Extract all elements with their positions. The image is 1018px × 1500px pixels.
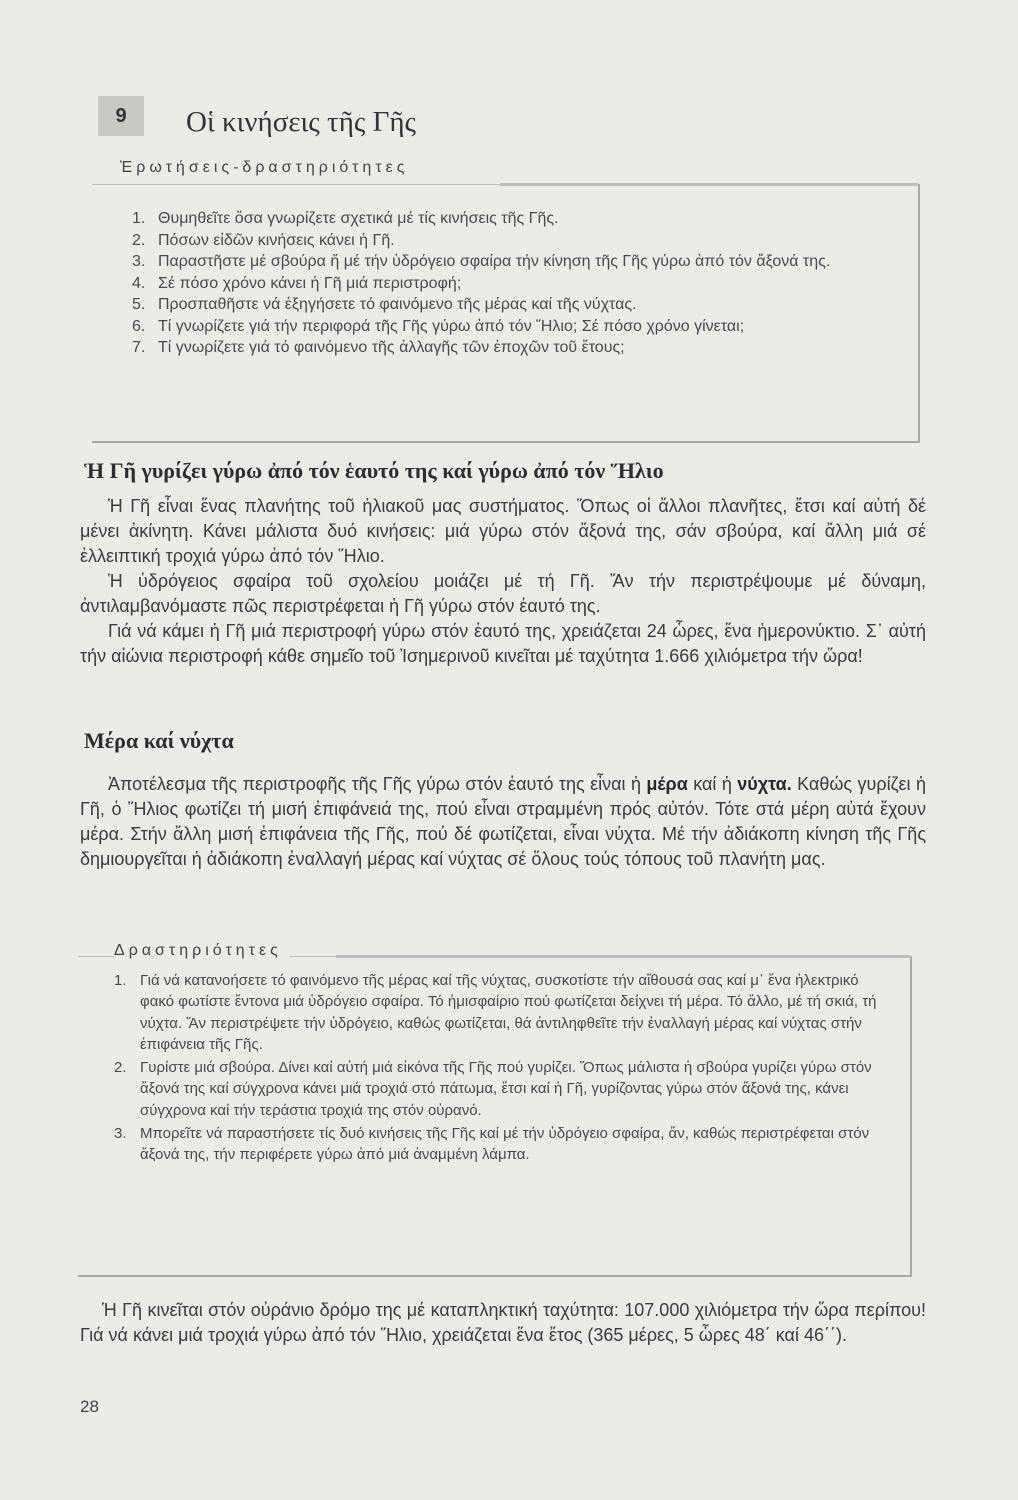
paragraph: Γιά νά κάμει ἡ Γῆ μιά περιστροφή γύρω στόν ἑαυτό της, χρειάζεται 24 ὧρες, ἕνα ἡμερονύκτιο. Σ᾽ αὐτή τήν αἰώνια περιστροφή κάθε σημεῖο τοῦ Ἰσημερινοῦ κινεῖται μέ ταχύτητα 1.666 χιλιόμετρα τήν ὥρα! xyxy=(80,621,926,666)
paragraph: Ἡ ὑδρόγειος σφαίρα τοῦ σχολείου μοιάζει μέ τή Γῆ. Ἄν τήν περιστρέψουμε μέ δύναμη, ἀντιλαμβανόμαστε πῶς περιστρέφεται ἡ Γῆ γύρω στόν ἑαυτό της. xyxy=(80,571,926,616)
section-title-day-night: Μέρα καί νύχτα xyxy=(84,728,234,753)
chapter-title: Οἱ κινήσεις τῆς Γῆς xyxy=(186,106,417,138)
activity-item xyxy=(114,1123,886,1166)
activity-number: 1. xyxy=(114,972,127,989)
text-run: Ἀποτέλεσμα τῆς περιστροφῆς τῆς Γῆς γύρω στόν ἑαυτό της εἶναι ἡ xyxy=(108,774,647,794)
paragraph: Ἡ Γῆ κινεῖται στόν οὐράνιο δρόμο της μέ καταπληκτική ταχύτητα: 107.000 χιλιόμετρα τήν ὥρα περίπου! Γιά νά κάνει μιά τροχιά γύρω ἀπό τόν Ἥλιο, χρειάζεται ἕνα ἔτος (365 μέρες, 5 ὧρες 48΄ καί 46΄΄). xyxy=(80,1300,926,1345)
activity-text: Γυρίστε μιά σβούρα. Δίνει καί αὐτή μιά εἰκόνα τῆς Γῆς πού γυρίζει. Ὅπως μάλιστα ἡ σβούρα γυρίζει γύρω στόν ἄξονά της καί σύγχρονα κάνει μιά τροχιά στό πάτωμα, ἔτσι καί ἡ Γῆ, γυρίζοντας γύρω στόν ἄξονά της, κάνει σύγχρονα καί τήν τεράστια τροχιά της στόν οὐρανό. xyxy=(140,1059,872,1119)
bold-term-night: νύχτα. xyxy=(737,774,792,794)
question-item xyxy=(132,208,902,230)
question-number: 1. xyxy=(132,210,146,227)
section2-body xyxy=(80,772,926,872)
section1-body xyxy=(80,494,926,669)
question-number: 6. xyxy=(132,317,146,335)
text-run: Καθώς γυρίζει ἡ Γῆ, ὁ Ἥλιος φωτίζει τή μισή ἐπιφάνειά της, πού εἶναι στραμμένη πρός αὐτόν. Τότε στά μέρη αὐτά ἔχουν μέρα. Στήν ἄλλη μισή ἐπιφάνεια τῆς Γῆς, πού δέ φωτίζεται, εἶναι νύχτα. Μέ τήν ἀδιάκοπη κίνηση τῆς Γῆς δημιουργεῖται ἡ ἀδιάκοπη ἐναλλαγή μέρας καί νύχτας σέ ὅλους τούς τόπους τοῦ πλανήτη μας. xyxy=(80,774,926,869)
question-item xyxy=(132,273,902,295)
question-text: Θυμηθεῖτε ὅσα γνωρίζετε σχετικά μέ τίς κινήσεις τῆς Γῆς. xyxy=(158,210,559,227)
question-item xyxy=(132,251,902,273)
paragraph xyxy=(80,772,926,872)
activities-list xyxy=(114,970,886,1168)
question-text: Σέ πόσο χρόνο κάνει ἡ Γῆ μιά περιστροφή; xyxy=(158,274,462,292)
question-item xyxy=(132,316,902,338)
text-run: καί ἡ xyxy=(687,774,738,794)
question-number: 3. xyxy=(132,253,146,270)
activities-label: Δραστηριότητες xyxy=(114,942,290,960)
bold-term-day: μέρα xyxy=(646,774,688,794)
activity-number: 2. xyxy=(114,1059,127,1077)
question-number: 4. xyxy=(132,274,146,292)
questions-box-rule xyxy=(500,183,918,186)
section-title-earth-rotation: Ἡ Γῆ γυρίζει γύρω ἀπό τόν ἑαυτό της καί γύρω ἀπό τόν Ἥλιο xyxy=(84,458,664,483)
questions-label: Ἐρωτήσεις-δραστηριότητες xyxy=(120,159,416,177)
question-number: 2. xyxy=(132,231,146,249)
activity-item xyxy=(114,1057,886,1121)
activity-item xyxy=(114,970,886,1055)
activity-text: Γιά νά κατανοήσετε τό φαινόμενο τῆς μέρας καί τῆς νύχτας, συσκοτίστε τήν αἴθουσά σας καί μ᾽ ἕνα ἠλεκτρικό φακό φωτίστε ἔντονα μιά ὑδρόγειο σφαίρα. Τό ἡμισφαίριο πού φωτίζεται δείχνει τή μέρα. Τό ἄλλο, μέ τή σκιά, τή νύχτα. Ἄν περιστρέψετε τήν ὑδρόγειο, καθώς φωτίζεται, θά ἀντιληφθεῖτε τήν ἐναλλαγή μέρας καί νύχτας στήν ἐπιφάνεια τῆς Γῆς. xyxy=(140,972,877,1053)
page-number: 28 xyxy=(80,1397,99,1416)
question-text: Τί γνωρίζετε γιά τήν περιφορά τῆς Γῆς γύρω ἀπό τόν Ἥλιο; Σέ πόσο χρόνο γίνεται; xyxy=(158,317,745,335)
activity-text: Μπορεῖτε νά παραστήσετε τίς δυό κινήσεις τῆς Γῆς καί μέ τήν ὑδρόγειο σφαίρα, ἄν, καθώς περιστρέφεται στόν ἄξονά της, τήν περιφέρετε γύρω ἀπό μιά ἀναμμένη λάμπα. xyxy=(140,1125,870,1164)
question-text: Τί γνωρίζετε γιά τό φαινόμενο τῆς ἀλλαγῆς τῶν ἐποχῶν τοῦ ἔτους; xyxy=(158,339,625,356)
chapter-number: 9 xyxy=(98,96,144,136)
question-text: Παραστῆστε μέ σβούρα ἤ μέ τήν ὑδρόγειο σφαίρα τήν κίνηση τῆς Γῆς γύρω ἀπό τόν ἄξονά της. xyxy=(158,253,831,270)
paragraph: Ἡ Γῆ εἶναι ἕνας πλανήτης τοῦ ἡλιακοῦ μας συστήματος. Ὅπως οἱ ἄλλοι πλανῆτες, ἔτσι καί αὐτή δέ μένει ἀκίνητη. Κάνει μάλιστα δυό κινήσεις: μιά γύρω στόν ἄξονά της, σάν σβούρα, καί ἄλλη μιά σέ ἐλλειπτική τροχιά γύρω ἀπό τόν Ἥλιο. xyxy=(80,496,926,566)
question-number: 7. xyxy=(132,339,146,356)
activities-box-rule xyxy=(336,955,910,958)
question-number: 5. xyxy=(132,296,146,313)
question-text: Προσπαθῆστε νά ἐξηγήσετε τό φαινόμενο τῆς μέρας καί τῆς νύχτας. xyxy=(158,296,637,313)
question-text: Πόσων εἰδῶν κινήσεις κάνει ἡ Γῆ. xyxy=(158,231,395,249)
question-item xyxy=(132,230,902,252)
question-item xyxy=(132,337,902,359)
activity-number: 3. xyxy=(114,1125,127,1143)
questions-list xyxy=(132,208,902,359)
question-item xyxy=(132,294,902,316)
closing-body xyxy=(80,1298,926,1348)
